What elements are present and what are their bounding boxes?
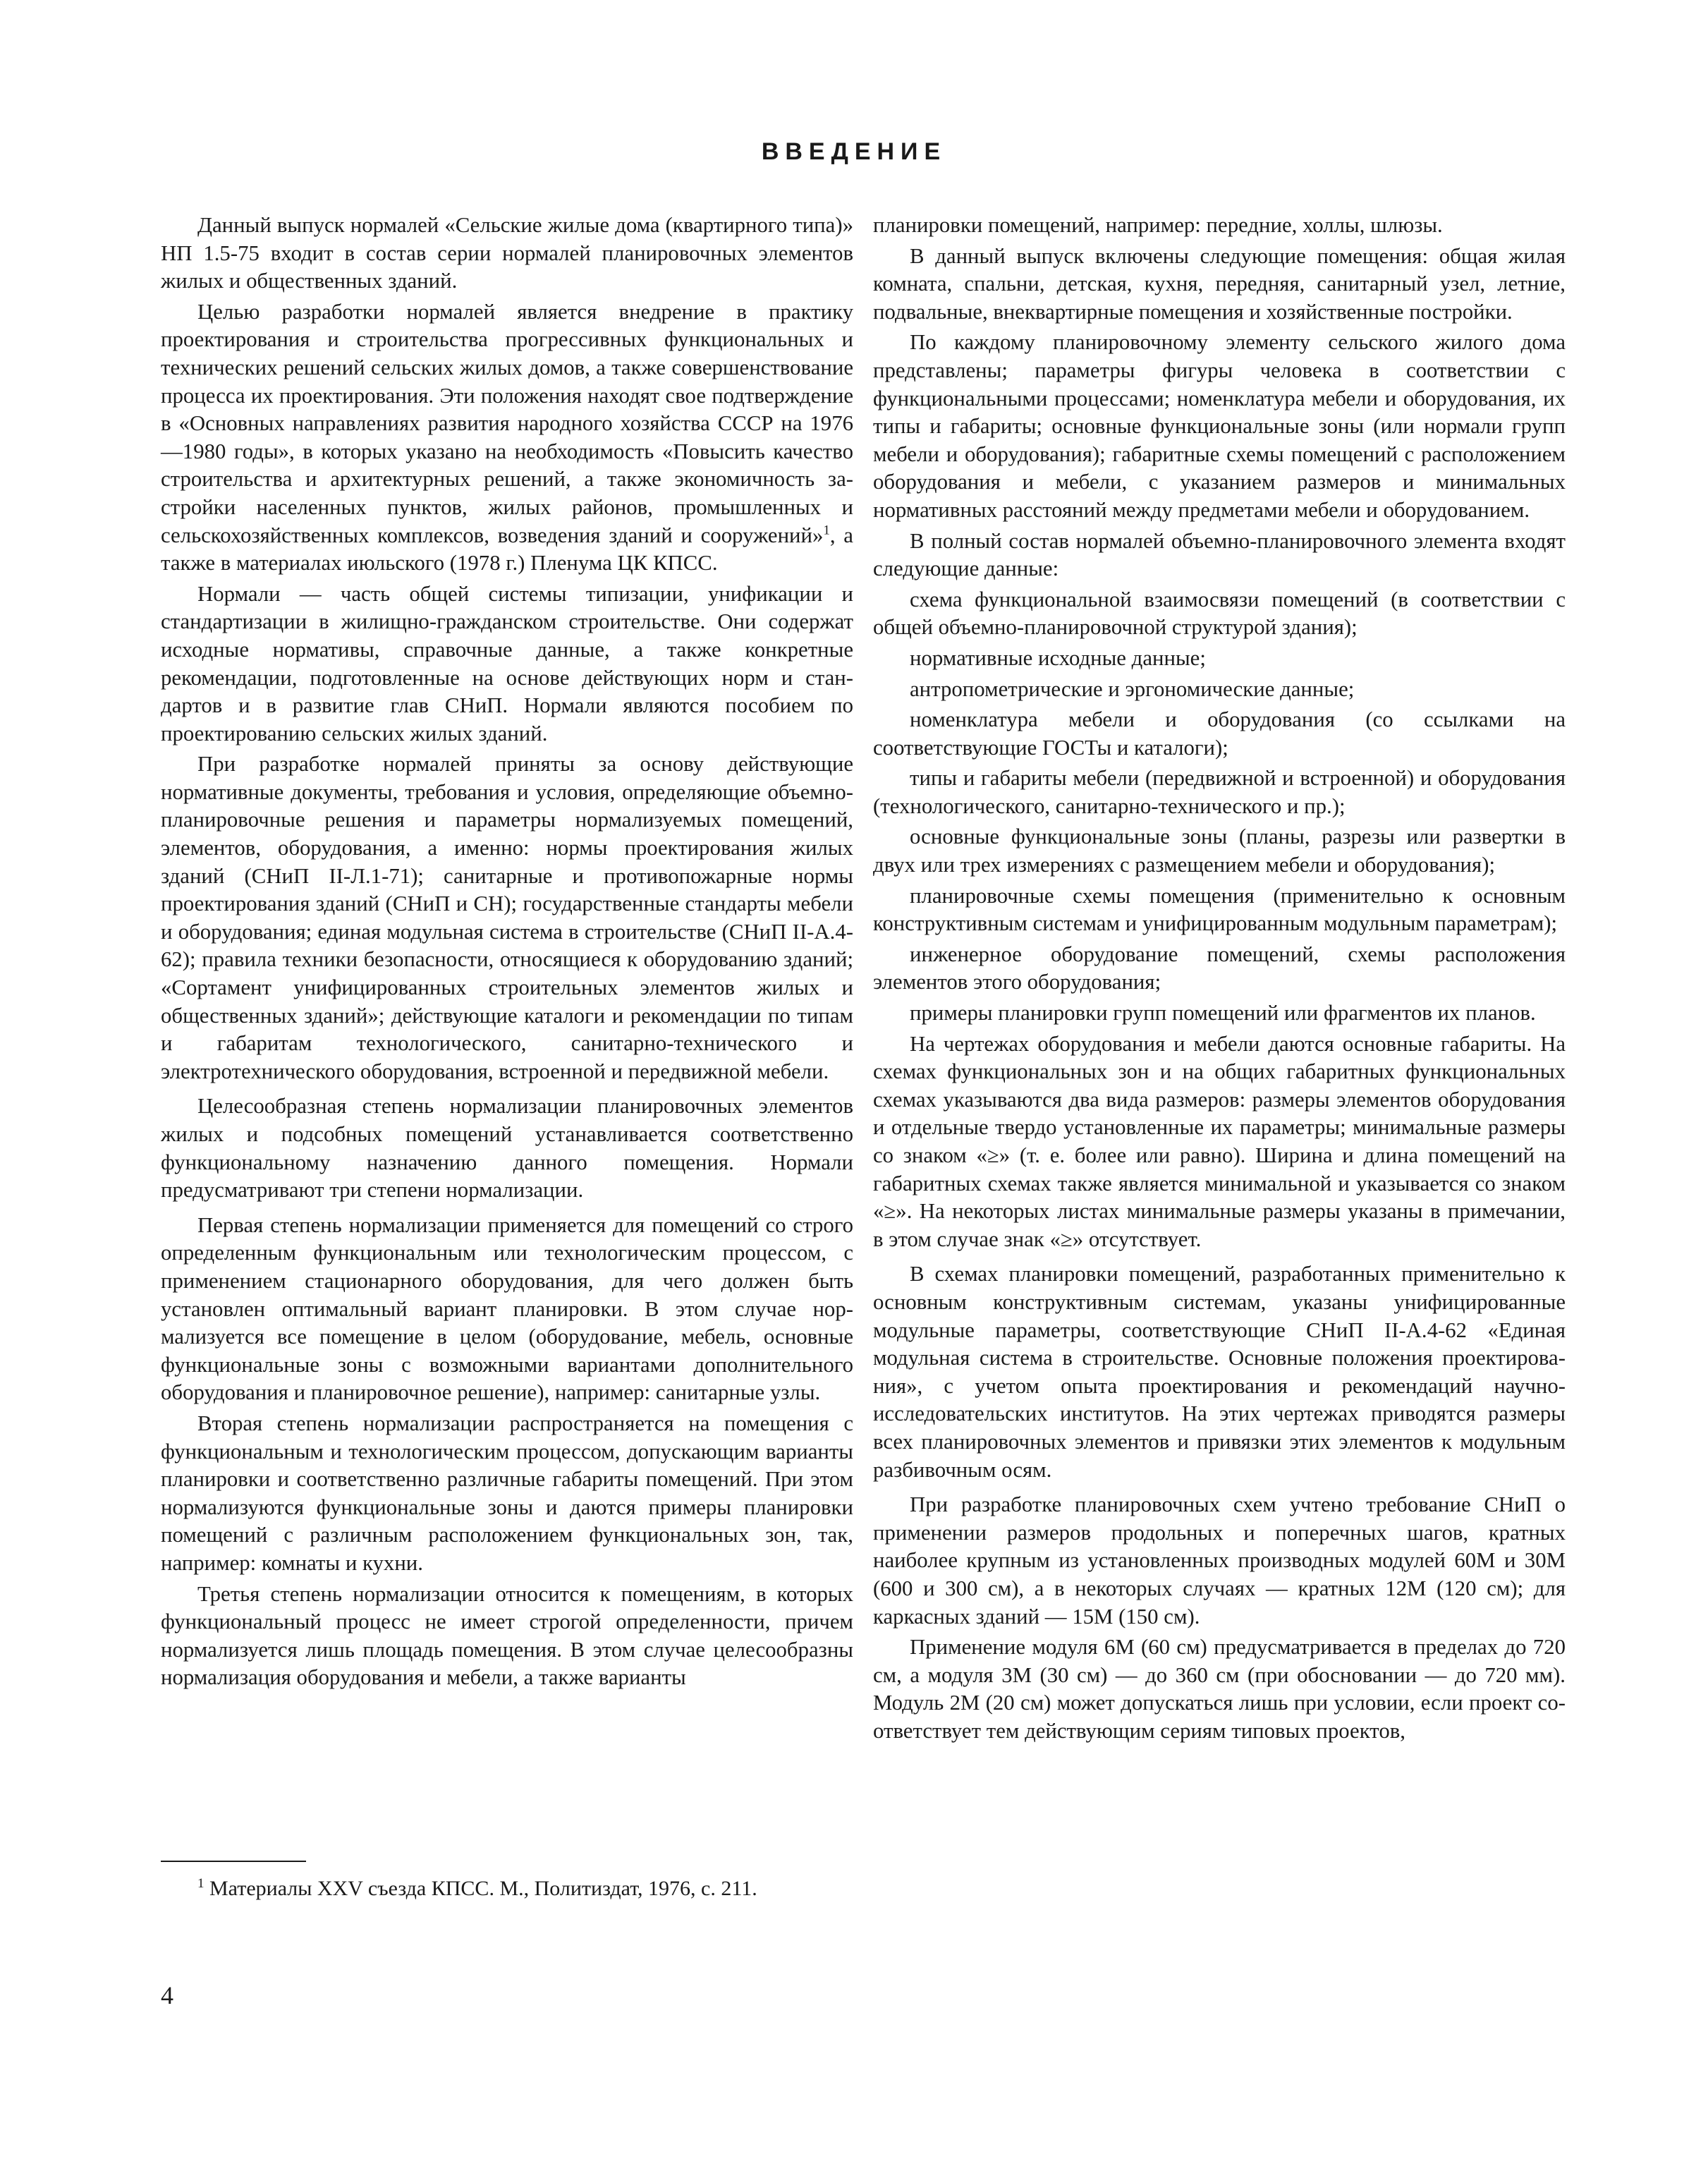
paragraph: В данный выпуск включены следующие помещения: общая жилая комната, спальни, детская, кухня, передняя, санитарный узел, летние, подвальные, внеквартирные помещения и хозяйственные постройки. — [873, 243, 1566, 324]
paragraph: Данный выпуск нормалей «Сельские жилые дома (квартирного типа)» НП 1.5-75 входит в состав серии нормалей планировочных элементов жилых и общественных зданий. — [161, 213, 853, 293]
paragraph: При разработке нормалей приняты за основу действующие нормативные документы, требования и условия, определяющие объемно-планировочные решения и параметры нормализуемых помещений, элементов, оборудования, а именно: нормы проектирования жилых зданий (СНиП II-Л.1-71); санитарные и противопожарные нормы проектирования зданий (СНиП и СН); государственные стандарты мебели и оборудования; единая модульная система в строительстве (СНиП II-А.4-62); правила техники безопасности, относящиеся к оборудованию зданий; «Сортамент унифицированных строительных элементов жилых и общественных зданий»; действующие каталоги и рекомендации по типам и габаритам технологического, санитарно-технического и электротехнического оборудования, встроенной и передвижной мебели. — [161, 752, 853, 1083]
paragraph: Первая степень нормализации применяется для помещений со строго определенным функциональным или технологическим процессом, с применением стационарного оборудования, для чего должен быть установлен оптимальный вариант планировки. В этом случае нормализуется все помещение в целом (оборудование, мебель, основные функциональные зоны с возможными вариантами дополнительного оборудования и планировочное решение), например: санитарные узлы. — [161, 1212, 853, 1405]
page-title: ВВЕДЕНИЕ — [761, 138, 947, 165]
paragraph: Применение модуля 6М (60 см) предусматривается в пределах до 720 см, а модуля 3М (30 см) — до 360 см (при обосновании — до 720 мм). Модуль 2М (20 см) может допускаться лишь при условии, если проект соответствует тем действующим сериям типовых проектов, — [873, 1635, 1566, 1743]
footnote-divider — [161, 1861, 306, 1862]
paragraph: При разработке планировочных схем учтено требование СНиП о применении размеров продольных и поперечных шагов, кратных наиболее крупным из установленных производных модулей 60М и 30М (600 и 300 см), а в некоторых случаях — кратных 12М (120 см); для каркасных зданий — 15М (150 см). — [873, 1492, 1566, 1629]
paragraph: Нормали — часть общей системы типизации, унификации и стандартизации в жилищно-гражданском строительстве. Они содержат исходные нормативы, справочные данные, а также конкретные рекомендации, подготовленные на основе действующих норм и стандартов и в развитие глав СНиП. Нормали являются пособием по проектированию сельских жилых зданий. — [161, 581, 853, 746]
page-number: 4 — [161, 1981, 173, 2009]
list-item: антропометрические и эргономические данные; — [910, 676, 1355, 701]
paragraph: По каждому планировочному элементу сельского жилого дома представлены; параметры фигуры человека в соответствии с функциональными процессами; номенклатура мебели и оборудования, их типы и габариты; основные функциональные зоны (или нормали групп мебели и оборудования); габаритные схемы помещений с расположением оборудования и мебели, с указанием размеров и минимальных нормативных расстояний между предметами мебели и оборудованием. — [873, 330, 1566, 522]
list-item: планировочные схемы помещения (применительно к основным конструктивным системам и унифицированным модульным параметрам); — [873, 883, 1566, 936]
list-item: основные функциональные зоны (планы, разрезы или развертки в двух или трех измерениях с размещением мебели и оборудования); — [873, 825, 1566, 877]
paragraph-text: , а также в материалах июльского (1978 г.) Пленума ЦК КПСС. — [161, 523, 853, 576]
list-item: номенклатура мебели и оборудования (со ссылками на соответствующие ГОСТы и каталоги); — [873, 707, 1566, 760]
list-item: схема функциональной взаимосвязи помещений (в соответствии с общей объемно-планировочной структурой здания); — [873, 587, 1566, 640]
list-item: типы и габариты мебели (передвижной и встроенной) и оборудования (технологического, санитарно-технического и пр.); — [873, 766, 1566, 818]
paragraph: В полный состав нормалей объемно-планировочного элемента входят следующие данные: — [873, 528, 1566, 581]
left-column — [161, 212, 853, 1695]
paragraph — [161, 298, 853, 578]
footnote-text: Материалы XXV съезда КПСС. М., Политиздат, 1976, с. 211. — [204, 1877, 757, 1900]
list-item: инженерное оборудование помещений, схемы расположения элементов этого оборудования; — [873, 942, 1566, 994]
right-column — [873, 212, 1566, 1748]
paragraph: планировки помещений, например: передние, холлы, шлюзы. — [873, 213, 1443, 237]
paragraph: Целесообразная степень нормализации планировочных элементов жилых и подсобных помещений устанавливается соответственно функциональному назначению данного помещения. Нормали предусматривают три степени нормализации. — [161, 1094, 853, 1203]
paragraph: Вторая степень нормализации распространяется на помещения с функциональным и технологическим процессом, допускающим варианты планировки и соответственно различные габариты помещений. При этом нормализуются функциональные зоны и даются примеры планировки помещений с различным расположением функциональных зон, так, например: комнаты и кухни. — [161, 1411, 853, 1575]
paragraph: Третья степень нормализации относится к помещениям, в которых функциональный процесс не имеет строгой определенности, причем нормализуется лишь площадь помещения. В этом случае целесообразны нормализация оборудования и мебели, а также варианты — [161, 1581, 853, 1690]
footnote — [161, 1875, 853, 1903]
footnote-marker: 1 — [823, 523, 830, 538]
paragraph-text: Целью разработки нормалей является внедрение в практику проектирования и строительства прогрессивных функциональных и технических решений сельских жилых домов, а также совершенствование процесса их проектирования. Эти положения находят свое подтверждение в «Основных направлениях развития народного хозяйства СССР на 1976—1980 годы», в которых указано на необходимость «Повысить качество строительства и архитектурных решений, а также экономичность застройки населенных пунктов, жилых районов, промышленных и сельскохозяйственных комплексов, возведения зданий и сооружений» — [161, 299, 853, 547]
list-item: нормативные исходные данные; — [910, 645, 1206, 670]
list-item: примеры планировки групп помещений или фрагментов их планов. — [910, 1001, 1536, 1026]
paragraph: В схемах планировки помещений, разработанных применительно к основным конструктивным системам, указаны унифицированные модульные параметры, соответствующие СНиП II-А.4-62 «Единая модульная система в строительстве. Основные положения проектирования», с учетом опыта проектирования и рекомендаций научно-исследовательских институтов. На этих чертежах приводятся размеры всех планировочных элементов и привязки этих элементов к модульным разбивочным осям. — [873, 1262, 1566, 1482]
paragraph: На чертежах оборудования и мебели даются основные габариты. На схемах функциональных зон и на общих габаритных функциональных схемах указываются два вида размеров: размеры элементов оборудования и отдельные твердо установленные их параметры; минимальные размеры со знаком «≥» (т. е. более или равно). Ширина и длина помещений на габаритных схемах также является минимальной и указывается со знаком «≥». На некоторых листах минимальные размеры указаны в примечании, в этом случае знак «≥» отсутствует. — [873, 1031, 1566, 1251]
footnote-number: 1 — [197, 1876, 205, 1891]
